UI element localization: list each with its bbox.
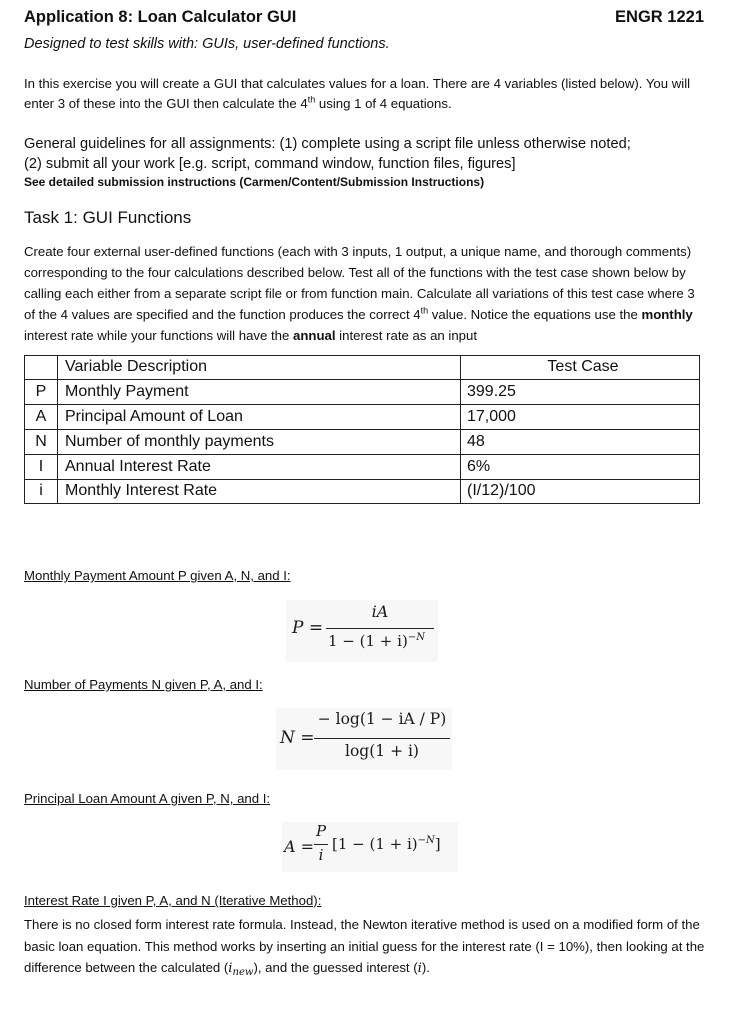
table-header-row: [25, 355, 700, 380]
table-row: P Monthly Payment 399.25: [25, 380, 700, 405]
table-row: I Annual Interest Rate 6%: [25, 454, 700, 479]
subtitle: Designed to test skills with: GUIs, user-defined functions.: [24, 36, 390, 52]
intro-paragraph: In this exercise you will create a GUI that calculates values for a loan. There are 4 variables (listed below). You will enter 3 of these into the GUI then calculate the 4th using 1 of 4 equations.: [24, 76, 691, 111]
equation-number-payments: N = − log(1 − iA / P) log(1 + i): [276, 708, 452, 770]
header-test-case: Test Case: [461, 355, 700, 380]
task-heading: Task 1: GUI Functions: [24, 208, 192, 227]
variables-table: [24, 355, 700, 505]
table-row: N Number of monthly payments 48: [25, 429, 700, 454]
task-paragraph: Create four external user-defined functions (each with 3 inputs, 1 output, a unique name, and thorough comments) corresponding to the four calculations described below. Test all of the functions with the test case shown below by calling each either from a separate script file or from function main. Calculate all variations of this test case where 3 of the 4 values are specified and the function produces the correct 4th value. Notice the equations use the monthly interest rate while your functions will have the annual interest rate as an input: [24, 244, 695, 343]
table-row: A Principal Amount of Loan 17,000: [25, 405, 700, 430]
section-interest-rate: Interest Rate I given P, A, and N (Iterative Method):: [24, 893, 322, 908]
document-page: [24, 8, 704, 504]
guidelines-line-1: General guidelines for all assignments: (1) complete using a script file unless otherwise noted;: [24, 136, 631, 152]
header: [24, 8, 704, 34]
guidelines-line-2: (2) submit all your work [e.g. script, command window, function files, figures]: [24, 156, 516, 172]
equation-principal: A = P i $[1 - (1 + i)^{-N}]$: [282, 822, 458, 872]
course-code: ENGR 1221: [615, 8, 704, 26]
submission-note: See detailed submission instructions (Carmen/Content/Submission Instructions): [24, 175, 485, 189]
section-number-payments: Number of Payments N given P, A, and I:: [24, 677, 263, 692]
page-title: Application 8: Loan Calculator GUI: [24, 8, 297, 26]
section-principal-amount: Principal Loan Amount A given P, N, and I:: [24, 791, 271, 806]
guidelines: [24, 134, 704, 174]
equation-payment: P = iA $1 - (1 + i)^{-N}$: [286, 600, 438, 662]
interest-paragraph: There is no closed form interest rate formula. Instead, the Newton iterative method is used on a modified form of the basic loan equation. This method works by inserting an initial guess for the interest rate (I = 10%), then looking at the difference between the calculated $(i_{new})$, and the guessed interest (i).: [24, 917, 705, 978]
section-monthly-payment: Monthly Payment Amount P given A, N, and I:: [24, 568, 291, 583]
table-row: i Monthly Interest Rate (I/12)/100: [25, 479, 700, 504]
header-variable-description: Variable Description: [58, 355, 461, 380]
